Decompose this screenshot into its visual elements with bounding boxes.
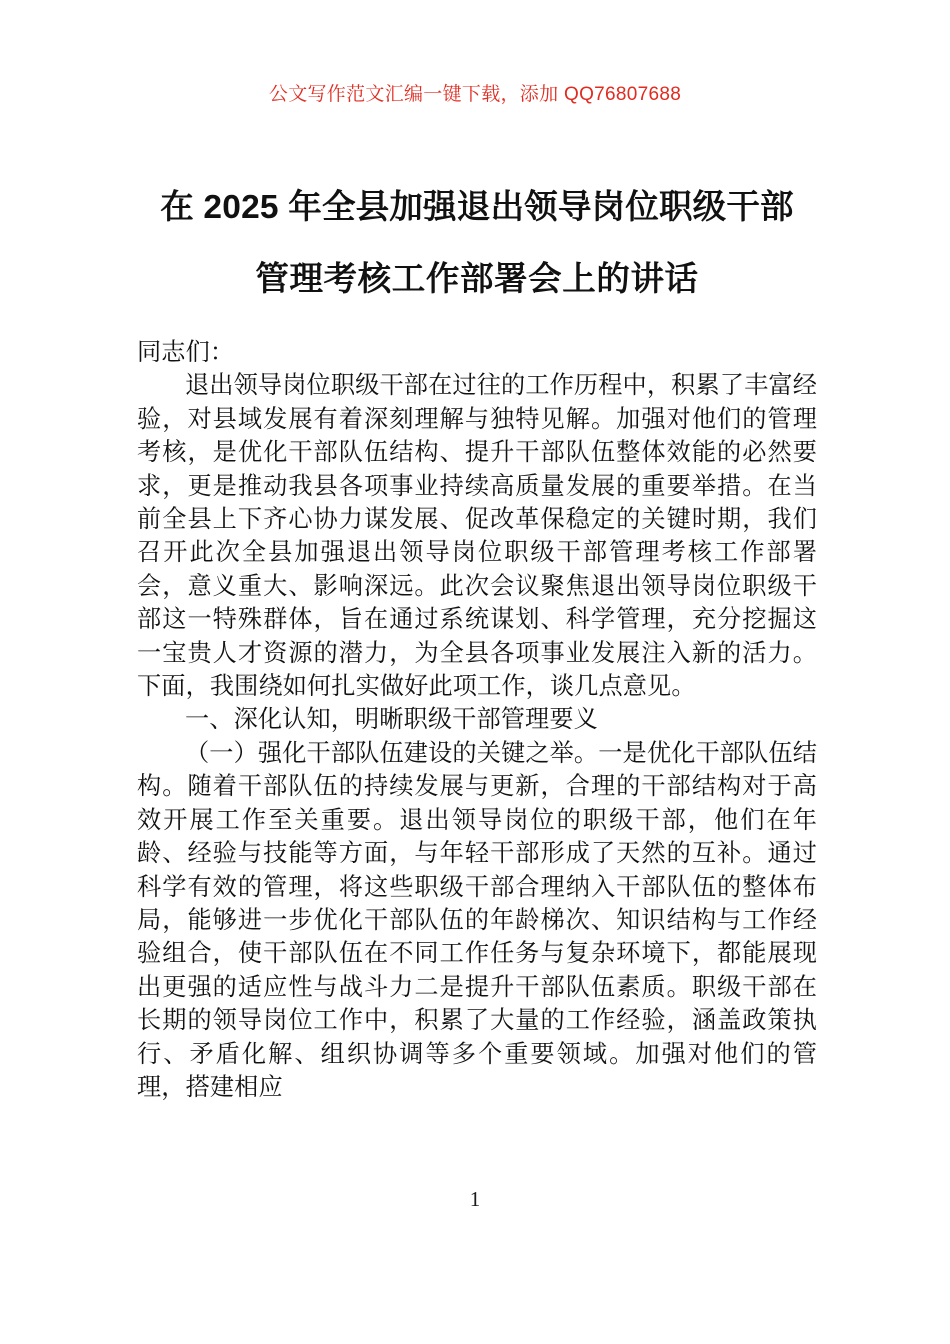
page-number: 1	[469, 1187, 481, 1211]
document-body	[137, 336, 817, 1104]
body-paragraph-1: 退出领导岗位职级干部在过往的工作历程中，积累了丰富经验，对县域发展有着深刻理解与独特见解。加强对他们的管理考核，是优化干部队伍结构、提升干部队伍整体效能的必然要求，更是推动我县各项事业持续高质量发展的重要举措。在当前全县上下齐心协力谋发展、促改革保稳定的关键时期，我们召开此次全县加强退出领导岗位职级干部管理考核工作部署会，意义重大、影响深远。此次会议聚焦退出领导岗位职级干部这一特殊群体，旨在通过系统谋划、科学管理，充分挖掘这一宝贵人才资源的潜力，为全县各项事业发展注入新的活力。下面，我围绕如何扎实做好此项工作，谈几点意见。	[137, 372, 817, 701]
page-title	[137, 172, 817, 316]
body-paragraph-2: （一）强化干部队伍建设的关键之举。一是优化干部队伍结构。随着干部队伍的持续发展与更新，合理的干部结构对于高效开展工作至关重要。退出领导岗位的职级干部，他们在年龄、经验与技能等方面，与年轻干部形成了天然的互补。通过科学有效的管理，将这些职级干部合理纳入干部队伍的整体布局，能够进一步优化干部队伍的年龄梯次、知识结构与工作经验组合，使干部队伍在不同工作任务与复杂环境下，都能展现出更强的适应性与战斗力二是提升干部队伍素质。职级干部在长期的领导岗位工作中，积累了大量的工作经验，涵盖政策执行、矛盾化解、组织协调等多个重要领域。加强对他们的管理，搭建相应	[137, 739, 817, 1101]
salutation: 同志们：	[137, 339, 235, 366]
page-title-line-1: 在 2025 年全县加强退出领导岗位职级干部	[160, 189, 794, 226]
section-heading-1: 一、深化认知，明晰职级干部管理要义	[185, 706, 598, 734]
promo-banner-text: 公文写作范文汇编一键下载，添加 QQ76807688	[268, 84, 682, 105]
page-title-line-2: 管理考核工作部署会上的讲话	[255, 261, 699, 298]
